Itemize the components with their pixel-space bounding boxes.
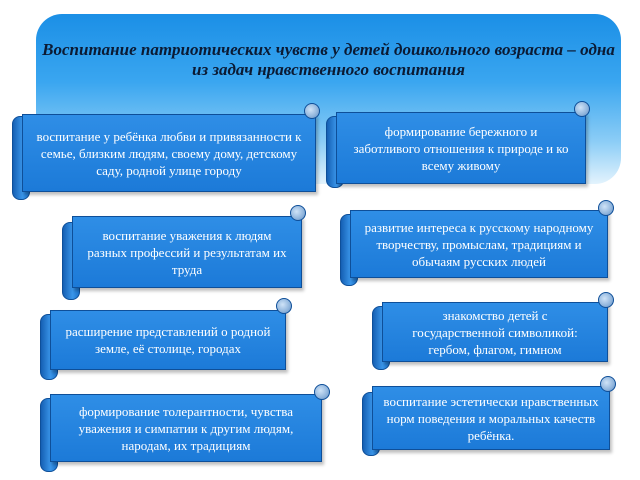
scroll-item-8-text: воспитание эстетически нравственных норм поведения и моральных качеств ребёнка. xyxy=(383,393,599,443)
scroll-8-right-curl xyxy=(600,376,616,392)
scroll-item-4 xyxy=(350,210,608,278)
scroll-3-right-curl xyxy=(290,205,306,221)
scroll-item-6 xyxy=(382,302,608,362)
scroll-5-right-curl xyxy=(276,298,292,314)
scroll-item-5 xyxy=(50,310,286,370)
scroll-item-1 xyxy=(22,114,316,192)
scroll-item-2 xyxy=(336,112,586,184)
scroll-7-right-curl xyxy=(314,384,330,400)
scroll-item-3-text: воспитание уважения к людям разных профессий и результатам их труда xyxy=(87,227,287,277)
scroll-item-3 xyxy=(72,216,302,288)
scroll-2-right-curl xyxy=(574,101,590,117)
scroll-item-7 xyxy=(50,394,322,462)
diagram-title: Воспитание патриотических чувств у детей дошкольного возраста – одна из задач нравственного воспитания xyxy=(42,40,615,79)
scroll-item-6-text: знакомство детей с государственной символикой: гербом, флагом, гимном xyxy=(412,307,578,357)
scroll-6-right-curl xyxy=(598,292,614,308)
scroll-item-1-text: воспитание у ребёнка любви и привязанности к семье, близким людям, своему дому, детскому саду, родной улице городу xyxy=(36,128,302,178)
scroll-4-right-curl xyxy=(598,200,614,216)
scroll-item-8 xyxy=(372,386,610,450)
scroll-item-7-text: формирование толерантности, чувства уважения и симпатии к другим людям, народам, их традициям xyxy=(78,403,294,453)
scroll-item-2-text: формирование бережного и заботливого отношения к природе и ко всему живому xyxy=(353,123,569,173)
scroll-item-5-text: расширение представлений о родной земле, её столице, городах xyxy=(65,324,271,356)
scroll-1-right-curl xyxy=(304,103,320,119)
scroll-item-4-text: развитие интереса к русскому народному творчеству, промыслам, традициям и обычаям русских людей xyxy=(364,219,594,269)
